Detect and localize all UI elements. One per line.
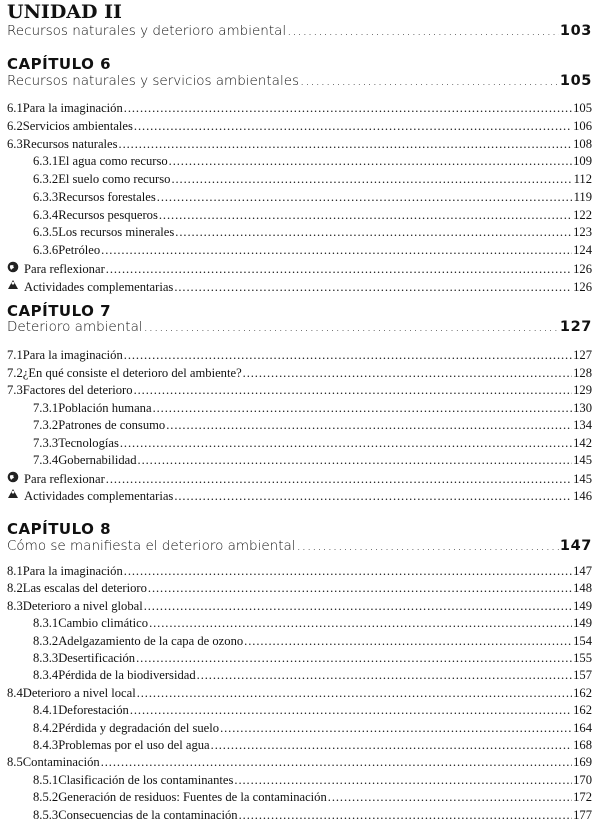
dot-leader [297, 537, 559, 555]
page-number: 168 [573, 738, 592, 752]
page-number: 170 [573, 772, 592, 787]
entry-label: Deterioro a nivel local [22, 685, 136, 700]
entry-label: Recursos naturales y servicios ambientales [7, 73, 300, 89]
entry-label: Para reflexionar [24, 471, 105, 486]
entry-label: Tecnologías [58, 435, 119, 450]
entry-number: 6.3 [7, 136, 23, 151]
page-number: 177 [573, 807, 592, 822]
entry-label: Adelgazamiento de la capa de ozono [58, 633, 244, 648]
entry-number: 8.4 [7, 685, 23, 700]
dot-leader [171, 171, 572, 187]
entry-label: Para la imaginación [22, 564, 123, 578]
entry-label: Deforestación [58, 703, 129, 718]
dot-leader [148, 580, 572, 596]
dot-leader [166, 417, 572, 433]
entry-label: Actividades complementarias [24, 279, 174, 294]
page-number: 103 [559, 23, 592, 39]
chapter-heading: CAPÍTULO 6 [7, 55, 112, 73]
dot-leader [197, 667, 572, 683]
entry-number: 8.3.3 [33, 651, 59, 665]
entry-number: 7.3.2 [33, 418, 59, 432]
page-number: 106 [573, 118, 592, 133]
dot-leader [211, 737, 572, 753]
page-number: 109 [573, 154, 592, 169]
page-number: 129 [573, 383, 592, 397]
entry-label: El suelo como recurso [58, 172, 171, 186]
page-number: 128 [573, 365, 592, 380]
activities-icon [7, 279, 20, 292]
entry-label: Las escalas del deterioro [22, 581, 147, 596]
entry-number: 8.4.1 [33, 703, 59, 718]
page-number: 146 [573, 489, 592, 503]
page-number: 122 [573, 207, 592, 222]
dot-leader [119, 136, 573, 152]
chapter-title-entry[interactable] [7, 318, 592, 336]
dot-leader [175, 224, 572, 240]
page-number: 127 [573, 348, 592, 362]
toc-entry[interactable] [7, 207, 592, 223]
dot-leader [169, 153, 572, 169]
toc-entry[interactable] [7, 470, 592, 487]
toc-entry[interactable] [7, 452, 592, 468]
unit-title: UNIDAD II [7, 1, 122, 23]
dot-leader [234, 772, 572, 788]
entry-label: Clasificación de los contaminantes [58, 772, 234, 787]
dot-leader [244, 633, 572, 649]
page-number: 142 [573, 435, 592, 450]
toc-entry[interactable] [7, 136, 592, 152]
toc-entry[interactable] [7, 365, 592, 381]
dot-leader [136, 650, 572, 666]
page-number: 105 [559, 73, 592, 89]
dot-leader [328, 789, 572, 805]
entry-label: Factores del deterioro [22, 383, 133, 397]
page-number: 108 [573, 136, 592, 151]
dot-leader [144, 598, 572, 614]
dot-leader [137, 685, 572, 701]
dot-leader [287, 22, 559, 40]
chapter-title-entry[interactable] [7, 537, 592, 555]
page-number: 164 [573, 720, 592, 735]
entry-number: 7.3.4 [33, 453, 59, 467]
dot-leader [300, 72, 559, 90]
entry-label: Gobernabilidad [58, 453, 137, 467]
entry-label: Para la imaginación [22, 101, 123, 115]
toc-entry[interactable] [7, 807, 592, 823]
entry-label: Patrones de consumo [58, 418, 166, 432]
page-number: 148 [573, 581, 592, 596]
dot-leader [144, 318, 559, 336]
entry-label: Población humana [58, 400, 152, 415]
dot-leader [106, 261, 572, 277]
page-number: 145 [573, 471, 592, 486]
dot-leader [106, 471, 572, 487]
toc-entry[interactable] [7, 347, 592, 363]
page-number: 126 [573, 261, 592, 276]
entry-number: 8.3.2 [33, 633, 59, 648]
toc-entry[interactable] [7, 720, 592, 736]
dot-leader [134, 382, 573, 398]
toc-entry[interactable] [7, 563, 592, 579]
entry-label: Desertificación [58, 651, 136, 665]
globe-icon [7, 471, 20, 484]
entry-label: Actividades complementarias [24, 489, 174, 503]
page-number: 162 [573, 703, 592, 718]
entry-number: 7.3 [7, 383, 23, 397]
page-number: 149 [573, 616, 592, 631]
entry-number: 6.3.4 [33, 207, 59, 222]
entry-number: 6.3.6 [33, 243, 59, 257]
entry-label: Recursos naturales [22, 136, 118, 151]
page-number: 157 [573, 668, 592, 683]
dot-leader [174, 279, 572, 295]
toc-entry[interactable] [7, 382, 592, 398]
page-number: 105 [573, 101, 592, 115]
page-number: 147 [573, 564, 592, 578]
toc-entry[interactable] [7, 702, 592, 718]
toc-entry[interactable] [7, 580, 592, 596]
entry-label: Pérdida y degradación del suelo [58, 720, 220, 735]
dot-leader [130, 702, 572, 718]
toc-entry[interactable] [7, 224, 592, 240]
toc-entry[interactable] [7, 100, 592, 116]
entry-number: 8.2 [7, 581, 23, 596]
dot-leader [124, 100, 572, 116]
toc-entry[interactable] [7, 118, 592, 134]
dot-leader [243, 365, 572, 381]
page-number: 124 [573, 243, 592, 257]
entry-label: Los recursos minerales [58, 225, 175, 240]
dot-leader [101, 242, 572, 258]
entry-label: ¿En qué consiste el deterioro del ambiente? [22, 365, 242, 380]
entry-number: 8.4.3 [33, 738, 59, 752]
chapter-title-entry[interactable] [7, 72, 592, 90]
entry-label: Para la imaginación [22, 348, 123, 362]
toc-entry[interactable] [7, 598, 592, 614]
entry-label: Generación de residuos: Fuentes de la contaminación [58, 790, 327, 805]
entry-number: 8.3 [7, 598, 23, 613]
toc-entry[interactable] [7, 789, 592, 805]
entry-label: Pérdida de la biodiversidad [58, 668, 196, 683]
entry-number: 6.3.5 [33, 225, 59, 240]
entry-label: Cómo se manifiesta el deterioro ambiental [7, 538, 296, 554]
dot-leader [124, 347, 572, 363]
dot-leader [239, 807, 573, 823]
entry-label: Servicios ambientales [22, 118, 133, 133]
entry-label: Contaminación [22, 755, 100, 770]
page-number: 127 [559, 319, 592, 335]
toc-entry[interactable] [7, 435, 592, 451]
page-number: 172 [573, 790, 592, 805]
entry-number: 8.5.3 [33, 807, 59, 822]
toc-entry[interactable] [7, 171, 592, 187]
entry-number: 6.3.3 [33, 189, 59, 204]
entry-label: Deterioro ambiental [7, 319, 143, 335]
page-number: 162 [573, 685, 592, 700]
dot-leader [159, 207, 572, 223]
toc-entry[interactable] [7, 772, 592, 788]
toc-entry[interactable] [7, 737, 592, 753]
dot-leader [101, 754, 572, 770]
chapter-heading: CAPÍTULO 8 [7, 520, 112, 538]
entry-number: 6.3.2 [33, 172, 59, 186]
page-number: 154 [573, 633, 592, 648]
dot-leader [134, 118, 572, 134]
dot-leader [174, 488, 572, 504]
toc-entry[interactable] [7, 417, 592, 433]
entry-label: Recursos naturales y deterioro ambiental [7, 23, 287, 39]
page-number: 147 [559, 538, 592, 554]
globe-icon [7, 261, 20, 274]
entry-label: Deterioro a nivel global [22, 598, 143, 613]
entry-label: Consecuencias de la contaminación [58, 807, 238, 822]
entry-label: Recursos pesqueros [58, 207, 158, 222]
toc-entry[interactable] [7, 667, 592, 683]
entry-number: 8.1 [7, 564, 23, 578]
entry-number: 6.2 [7, 118, 23, 133]
toc-entry[interactable] [7, 487, 592, 504]
toc-entry[interactable] [7, 278, 592, 295]
toc-entry[interactable] [7, 153, 592, 169]
chapter-heading: CAPÍTULO 7 [7, 302, 112, 320]
entry-number: 8.5 [7, 755, 23, 770]
page-number: 123 [573, 225, 592, 240]
activities-icon [7, 488, 20, 501]
page-number: 126 [573, 279, 592, 294]
toc-entry[interactable] [7, 242, 592, 258]
dot-leader [149, 615, 572, 631]
entry-label: Recursos forestales [58, 189, 156, 204]
page-number: 169 [573, 755, 592, 770]
toc-entry[interactable] [7, 615, 592, 631]
entry-label: Problemas por el uso del agua [58, 738, 210, 752]
dot-leader [153, 400, 573, 416]
page-number: 112 [573, 172, 592, 186]
dot-leader [120, 435, 572, 451]
entry-number: 8.4.2 [33, 720, 59, 735]
toc-entry[interactable] [7, 260, 592, 277]
entry-number: 6.1 [7, 101, 23, 115]
dot-leader [124, 563, 572, 579]
page-number: 130 [573, 400, 592, 415]
entry-label: Cambio climático [58, 616, 149, 631]
entry-number: 8.3.1 [33, 616, 59, 631]
unit-entry[interactable] [7, 22, 592, 40]
dot-leader [220, 720, 572, 736]
toc-entry[interactable] [7, 650, 592, 666]
entry-number: 7.2 [7, 365, 23, 380]
entry-label: Para reflexionar [24, 261, 105, 276]
entry-number: 8.5.1 [33, 772, 59, 787]
entry-label: Petróleo [58, 243, 101, 257]
toc-entry[interactable] [7, 633, 592, 649]
page-number: 134 [573, 418, 592, 432]
page-number: 119 [573, 189, 592, 204]
dot-leader [138, 452, 573, 468]
page-number: 155 [573, 651, 592, 665]
page-number: 149 [573, 598, 592, 613]
toc-entry[interactable] [7, 400, 592, 416]
entry-number: 8.5.2 [33, 790, 59, 805]
entry-number: 7.3.3 [33, 435, 59, 450]
entry-number: 6.3.1 [33, 154, 59, 169]
dot-leader [157, 189, 573, 205]
toc-entry[interactable] [7, 685, 592, 701]
toc-entry[interactable] [7, 754, 592, 770]
toc-entry[interactable] [7, 189, 592, 205]
page-number: 145 [573, 453, 592, 467]
entry-label: El agua como recurso [58, 154, 168, 169]
entry-number: 7.3.1 [33, 400, 59, 415]
entry-number: 7.1 [7, 348, 23, 362]
entry-number: 8.3.4 [33, 668, 59, 683]
